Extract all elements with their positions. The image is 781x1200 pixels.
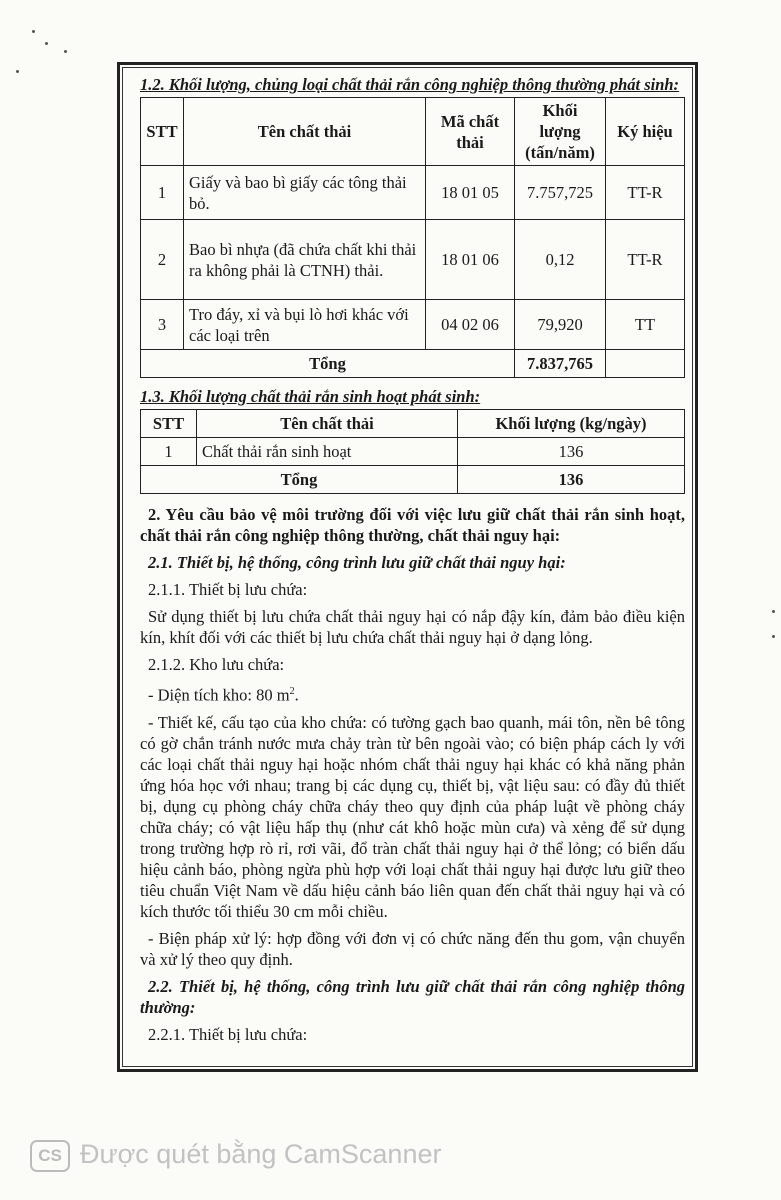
cell-code: 18 01 05: [426, 166, 515, 220]
paragraph: - Thiết kế, cấu tạo của kho chứa: có tường gạch bao quanh, mái tôn, nền bê tông có gờ chắn tránh nước mưa chảy tràn từ bên ngoài vào; có biện pháp cách ly với các loại chất thải nguy hại hoặc nhóm chất thải nguy hại khác có khả năng phản ứng hóa học với nhau; trang bị các dụng cụ, thiết bị, vật liệu sau: có đầy đủ thiết bị, dụng cụ phòng cháy chữa cháy theo quy định của pháp luật về phòng cháy chữa cháy; có vật liệu hấp thụ (như cát khô hoặc mùn cưa) và xẻng để sử dụng trong trường hợp rò rỉ, rơi vãi, đổ tràn chất thải nguy hại ở thể lỏng; có biển dấu hiệu cảnh báo, phòng ngừa phù hợp với loại chất thải nguy hại được lưu giữ theo tiêu chuẩn Việt Nam về dấu hiệu cảnh báo liên quan đến chất thải nguy hại và có kích thước tối thiểu 30 cm mỗi chiều.: [140, 712, 685, 921]
document-content: [140, 70, 685, 1045]
section-2-1-1-heading: 2.1.1. Thiết bị lưu chứa:: [148, 580, 308, 599]
cell-name: Tro đáy, xỉ và bụi lò hơi khác với các loại trên: [184, 300, 426, 350]
section-2-2-1-heading: 2.2.1. Thiết bị lưu chứa:: [148, 1024, 308, 1044]
cell-amount: 7.757,725: [515, 166, 606, 220]
table-row: [141, 166, 685, 220]
section-2-1-heading: 2.1. Thiết bị, hệ thống, công trình lưu giữ chất thải nguy hại:: [148, 553, 566, 572]
total-label: Tổng: [141, 350, 515, 378]
scan-speck: [45, 42, 48, 45]
table-header-row: [141, 98, 685, 166]
cell-amount: 79,920: [515, 300, 606, 350]
total-label: Tổng: [141, 466, 458, 494]
table-row: [141, 220, 685, 300]
cell-stt: 1: [141, 438, 197, 466]
col-header: STT: [141, 98, 184, 166]
cell-stt: 3: [141, 300, 184, 350]
scan-speck: [772, 610, 775, 613]
cell-amount: 0,12: [515, 220, 606, 300]
table-row: [141, 300, 685, 350]
col-header: STT: [141, 410, 197, 438]
cell-stt: 1: [141, 166, 184, 220]
col-header: Khối lượng (kg/ngày): [458, 410, 685, 438]
section-2-1-2-heading: 2.1.2. Kho lưu chứa:: [148, 655, 285, 674]
cell-amount: 136: [458, 438, 685, 466]
section-2-2-heading: 2.2. Thiết bị, hệ thống, công trình lưu giữ chất thải rắn công nghiệp thông thường:: [140, 976, 685, 1017]
total-empty-cell: [606, 350, 685, 378]
cell-code: 18 01 06: [426, 220, 515, 300]
cell-symbol: TT-R: [606, 166, 685, 220]
scan-speck: [32, 30, 35, 33]
area-superscript: 2: [289, 686, 295, 697]
section-1-2-heading: 1.2. Khối lượng, chủng loại chất thải rắn công nghiệp thông thường phát sinh:: [140, 75, 680, 94]
camscanner-logo-icon: CS: [30, 1140, 70, 1172]
storage-area: [140, 681, 685, 706]
table-header-row: [141, 410, 685, 438]
section-2-heading: 2. Yêu cầu bảo vệ môi trường đối với việc lưu giữ chất thải rắn sinh hoạt, chất thải rắn công nghiệp thông thường, chất thải nguy hại:: [140, 505, 685, 545]
domestic-waste-table: [140, 409, 685, 494]
cell-code: 04 02 06: [426, 300, 515, 350]
col-header: Mã chất thải: [426, 98, 515, 166]
area-end: .: [294, 685, 299, 705]
scan-speck: [64, 50, 67, 53]
col-header: Khối lượng (tấn/năm): [515, 98, 606, 166]
cell-name: Giấy và bao bì giấy các tông thải bỏ.: [184, 166, 426, 220]
table-row: [141, 438, 685, 466]
cell-stt: 2: [141, 220, 184, 300]
cell-name: Bao bì nhựa (đã chứa chất khi thải ra không phải là CTNH) thải.: [184, 220, 426, 300]
total-value: 136: [458, 466, 685, 494]
col-header: Tên chất thải: [184, 98, 426, 166]
paragraph: Sử dụng thiết bị lưu chứa chất thải nguy hại có nắp đậy kín, đảm bảo điều kiện kín, khít đối với các thiết bị lưu chứa chất thải nguy hại ở dạng lỏng.: [140, 607, 685, 647]
cell-symbol: TT-R: [606, 220, 685, 300]
cell-name: Chất thải rắn sinh hoạt: [197, 438, 458, 466]
col-header: Tên chất thải: [197, 410, 458, 438]
scan-speck: [16, 70, 19, 73]
industrial-waste-table: [140, 97, 685, 378]
cell-symbol: TT: [606, 300, 685, 350]
camscanner-watermark: Được quét bằng CamScanner: [80, 1139, 442, 1169]
total-value: 7.837,765: [515, 350, 606, 378]
table-total-row: [141, 466, 685, 494]
scan-speck: [772, 635, 775, 638]
paragraph: - Biện pháp xử lý: hợp đồng với đơn vị có chức năng đến thu gom, vận chuyển và xử lý theo quy định.: [140, 928, 685, 969]
area-text: - Diện tích kho: 80 m: [148, 685, 290, 705]
table-total-row: [141, 350, 685, 378]
section-1-3-heading: 1.3. Khối lượng chất thải rắn sinh hoạt phát sinh:: [140, 387, 481, 406]
col-header: Ký hiệu: [606, 98, 685, 166]
